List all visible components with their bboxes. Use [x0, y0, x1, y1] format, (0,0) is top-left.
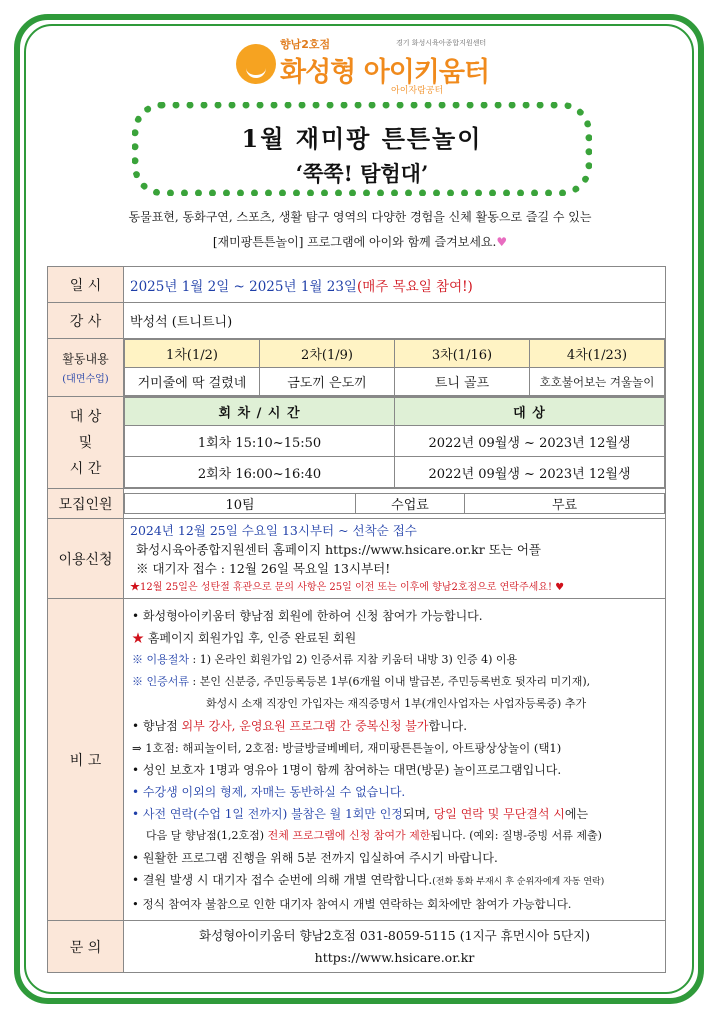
date-value	[124, 267, 666, 303]
intro-line-1: 동물표현, 동화구연, 스포츠, 생활 탐구 영역의 다양한 경험을 신체 활동으로 즐길 수 있는	[128, 210, 592, 224]
note-head: ※ 인증서류	[132, 674, 190, 688]
note-highlight: 전체 프로그램에 신청 참여가 제한	[267, 828, 431, 842]
fee-value: 무료	[465, 494, 665, 514]
note-item: • 원활한 프로그램 진행을 위해 5분 전까지 입실하여 주시기 바랍니다.	[132, 850, 498, 865]
note-head: ※ 이용절차	[132, 652, 190, 666]
note-item	[132, 649, 665, 671]
intro-text: [재미팡튼튼놀이] 프로그램에 아이와 함께 즐겨보세요.	[212, 235, 497, 249]
date-label: 일 시	[48, 267, 124, 303]
apply-label: 이용신청	[48, 519, 124, 599]
activity-sessions	[124, 339, 666, 397]
note-highlight: 외부 강사, 운영요원 프로그램 간 중복신청 불가	[181, 718, 429, 733]
recruit-grid	[124, 493, 665, 514]
notes-list	[124, 599, 666, 921]
target-label	[48, 397, 124, 489]
note-item: • 정식 참여자 불참으로 인한 대기자 참여시 개별 연락하는 회차에만 참여가 가능합니다.	[132, 896, 572, 911]
logo-name: 화성형 아이키움터	[280, 57, 490, 88]
note-item: 화성시 소재 직장인 가입자는 재직증명서 1부(개인사업자는 사업자등록증) 추가	[206, 696, 587, 710]
target-grid-cell	[124, 397, 666, 489]
page-title: 1월 재미팡 튼튼놀이	[241, 124, 483, 153]
apply-line-2: 화성시육아종합지원센터 홈페이지 https://www.hsicare.or.kr 또는 어플	[136, 541, 541, 557]
target-label-1: 대 상	[69, 408, 102, 425]
note-item: • 성인 보호자 1명과 영유아 1명이 함께 참여하는 대면(방문) 놀이프로그램입니다.	[132, 762, 562, 777]
info-table	[47, 266, 666, 973]
note-text: 에는	[564, 806, 589, 821]
recruit-value: 10팀	[125, 494, 356, 514]
session-body: 호호불어보는 겨울놀이	[530, 368, 665, 396]
note-text: • 결원 발생 시 대기자 접수 순번에 의해 개별 연락합니다.	[132, 872, 433, 887]
intro-line-2	[60, 233, 660, 250]
note-highlight: • 사전 연락(수업 1일 전까지) 불참은 월 1회만 인정	[132, 806, 403, 821]
target-row	[48, 397, 666, 489]
date-note: (매주 목요일 참여!)	[356, 278, 473, 295]
activity-label-text: 활동내용	[62, 352, 109, 366]
logo-sub: 아이자람공터	[391, 86, 444, 96]
date-row	[48, 267, 666, 303]
heart-icon: ♥	[496, 235, 508, 249]
logo-org: 경기 화성시육아종합지원센터	[396, 39, 487, 47]
instructor-value: 박성석 (트니트니)	[124, 303, 666, 339]
time-header: 회 차 / 시 간	[125, 398, 395, 426]
contact-link[interactable]: https://www.hsicare.or.kr	[314, 949, 475, 965]
logo	[236, 36, 496, 98]
instructor-row	[48, 303, 666, 339]
session-head: 3차(1/16)	[395, 340, 530, 368]
note-item	[132, 715, 665, 737]
apply-line-4: ★12월 25일은 성탄절 휴관으로 문의 사항은 25일 이전 또는 이후에 향남2호점으로 연락주세요! ♥	[130, 581, 565, 593]
note-text: : 본인 신분증, 주민등록등본 1부(6개월 이내 발급본, 주민등록번호 뒷자리 미기재),	[189, 674, 591, 688]
time-cell: 1회차 15:10~15:50	[125, 426, 395, 457]
recruit-label: 모집인원	[48, 489, 124, 519]
target-cell: 2022년 09월생 ~ 2023년 12월생	[395, 426, 665, 457]
sessions-grid	[124, 339, 665, 396]
session-head: 4차(1/23)	[530, 340, 665, 368]
contact-row	[48, 921, 666, 973]
session-head: 2차(1/9)	[260, 340, 395, 368]
notes-label: 비 고	[48, 599, 124, 921]
note-text: 홈페이지 회원가입 후, 인증 완료된 회원	[144, 630, 357, 645]
target-label-3: 시 간	[69, 460, 102, 477]
apply-row	[48, 519, 666, 599]
instructor-label: 강 사	[48, 303, 124, 339]
recruit-row	[48, 489, 666, 519]
contact-label: 문 의	[48, 921, 124, 973]
activity-sublabel: (대면수업)	[62, 374, 109, 385]
session-body: 거미줄에 딱 걸렸네	[125, 368, 260, 396]
session-body: 금도끼 은도끼	[260, 368, 395, 396]
note-item	[132, 825, 665, 847]
note-text: 다음 달 향남점(1,2호점)	[146, 828, 268, 842]
note-item	[132, 869, 665, 893]
apply-value	[124, 519, 666, 599]
activity-row	[48, 339, 666, 397]
activity-label	[48, 339, 124, 397]
note-item	[132, 627, 665, 649]
note-text: : 1) 온라인 회원가입 2) 인증서류 지참 키움터 내방 3) 인증 4) 이용	[189, 652, 518, 666]
note-highlight: 당일 연락 및 무단결석 시	[433, 806, 565, 821]
recruit-grid-cell	[124, 489, 666, 519]
note-small: (전화 통화 부재시 후 순위자에게 자동 연락)	[432, 876, 605, 887]
date-text: 2025년 1월 2일 ~ 2025년 1월 23일	[130, 278, 357, 295]
contact-value	[124, 921, 666, 973]
target-grid	[124, 397, 665, 488]
note-text: 합니다.	[428, 718, 468, 733]
note-text: 되며,	[402, 806, 434, 821]
target-label-2: 및	[78, 434, 93, 451]
time-cell: 2회차 16:00~16:40	[125, 457, 395, 488]
note-text: 됩니다. (예외: 질병-증빙 서류 제출)	[430, 828, 602, 842]
note-item: • 수강생 이외의 형제, 자매는 동반하실 수 없습니다.	[132, 784, 406, 799]
title-box	[132, 102, 592, 196]
notes-row	[48, 599, 666, 921]
target-header: 대 상	[395, 398, 665, 426]
apply-line-1: 2024년 12월 25일 수요일 13시부터 ~ 선착순 접수	[130, 522, 417, 538]
star-icon: ★	[132, 630, 145, 645]
note-item	[132, 803, 665, 825]
note-text: • 향남점	[132, 718, 182, 733]
smiley-icon	[236, 44, 276, 84]
contact-line-1: 화성형아이키움터 향남2호점 031-8059-5115 (1지구 휴먼시아 5단지)	[199, 927, 590, 943]
logo-branch: 향남2호점	[280, 38, 331, 51]
note-item: • 화성형아이키움터 향남점 회원에 한하여 신청 참여가 가능합니다.	[132, 608, 483, 623]
note-item: ⇒ 1호점: 해피놀이터, 2호점: 방글방글베베터, 재미팡튼튼놀이, 아트팡상상놀이 (택1)	[132, 740, 562, 755]
session-head: 1차(1/2)	[125, 340, 260, 368]
apply-line-3: ※ 대기자 접수 : 12월 26일 목요일 13시부터!	[136, 560, 391, 576]
target-cell: 2022년 09월생 ~ 2023년 12월생	[395, 457, 665, 488]
session-body: 트니 골프	[395, 368, 530, 396]
fee-label: 수업료	[356, 494, 465, 514]
page-subtitle: ‘쭉쭉! 탐험대’	[295, 161, 429, 186]
note-item	[132, 671, 665, 693]
